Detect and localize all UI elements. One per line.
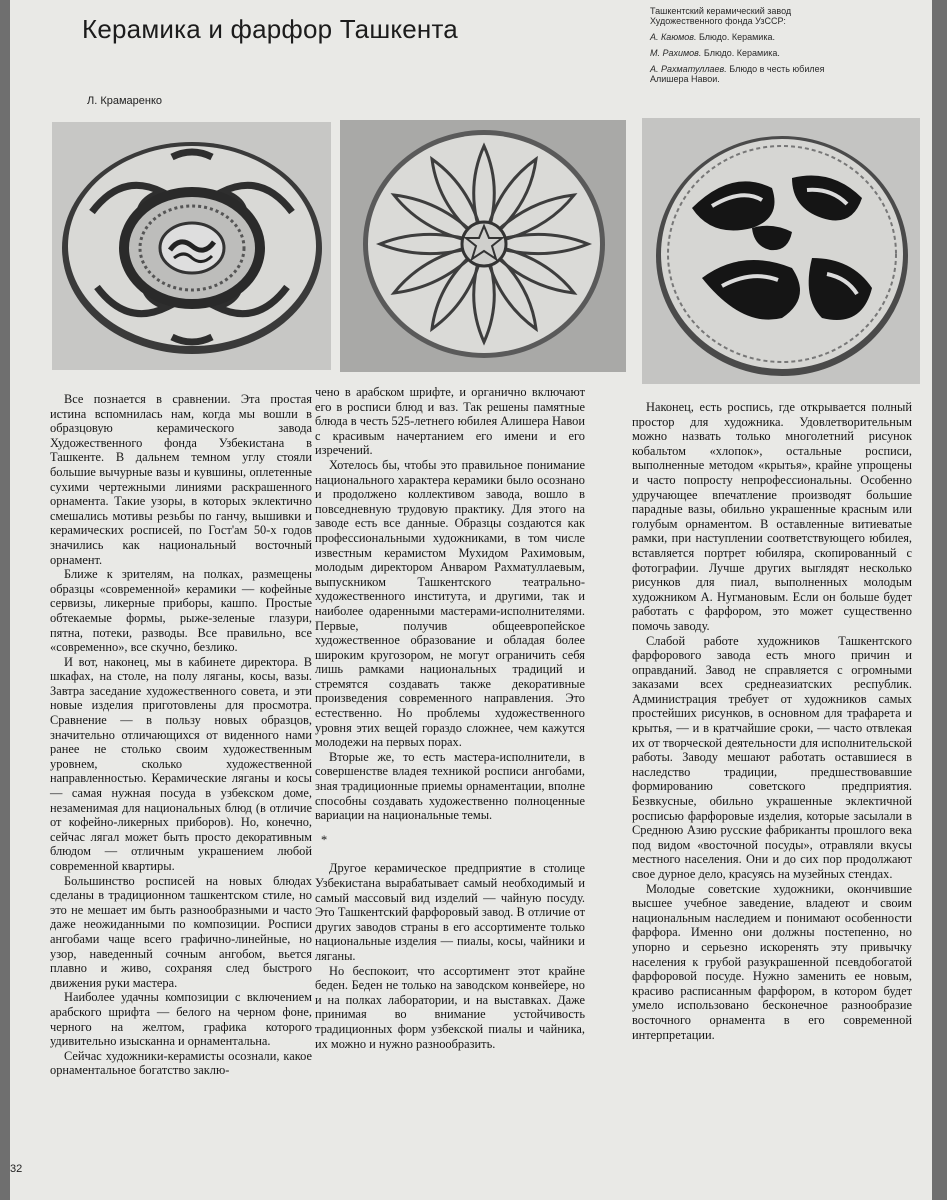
plate-1-image [52, 122, 331, 370]
paragraph: Наконец, есть роспись, где открывается полный простор для художника. Удовлетворительным можно назвать только многолетний рисунок кобальтом «хлопок», остальные росписи, выполненные методом «крытья», крайне упрощены и часто попросту непрофессиональны. Особенно удручающее впечатление производят большие парадные вазы, обильно украшенные красным или голубым орнаментом. В оставленные витиеватые рамки, при наступлении соответствующего юбилея, вставляется портрет юбиляра, скопированный с фотографии. Лучше других выглядят несколько рисунков для пиал, выполненных молодым художником А. Нугмановым. Если он больше будет работать с фарфором, это может существенно помочь заводу. [632, 400, 912, 633]
paragraph: Большинство росписей на новых блюдах сделаны в традиционном ташкентском стиле, но это не мешает им быть разнообразными и часто даже неожиданными по композиции. Росписи ангобами чаще всего графично-линейные, но узор, наведенный сочным ангобом, вьется плавно и живо, сохраняя след быстрого движения руки мастера. [50, 873, 312, 990]
paragraph: чено в арабском шрифте, и органично включают его в росписи блюд и ваз. Так решены памятные блюда в честь 525-летнего юбилея Алишера Навои с красивым начертанием его имени и его изречений. [315, 385, 585, 458]
caption-heading: Ташкентский керамический завод Художественного фонда УзССР: [650, 6, 792, 26]
caption-item-3: А. Рахматуллаев. Блюдо в честь юбилея Алишера Навои. [650, 64, 825, 84]
paragraph: Другое керамическое предприятие в столице Узбекистана вырабатывает самый необходимый и самый массовый вид изделий — чайную посуду. Это Ташкентский фарфоровый завод. В отличие от других заводов страны в его ассортименте только национальные изделия — пиалы, косы, чайники и ляганы. [315, 861, 585, 963]
text-column-2 [315, 385, 585, 1051]
photo-caption [650, 6, 850, 90]
article-author: Л. Крамаренко [87, 95, 163, 107]
text-column-3 [632, 400, 912, 1042]
paragraph: Ближе к зрителям, на полках, размещены образцы «современной» керамики — кофейные сервизы, ликерные приборы, кашпо. Простые обтекаемые формы, рыже-зеленые глазури, пятна, потеки, разводы. Все правильно, все «современно», все скучно, безлико. [50, 567, 312, 655]
paragraph: Но беспокоит, что ассортимент этот крайне беден. Беден не только на заводском конвейере, но и на полках лаборатории, и на выставках. Даже принимая во внимание устойчивость традиционных форм узбекской пиалы и чайника, их можно и нужно разнообразить. [315, 963, 585, 1051]
paragraph: Слабой работе художников Ташкентского фарфорового завода есть много причин и оправданий. Завод не справляется с огромными заказами всех среднеазиатских республик. Администрация требует от художников самых простейших рисунков, в основном для трафарета и крытья, — и в кратчайшие сроки, — часто отвлекая их от творческой деятельности для исполнительской работы. Заводу мешают работать оставшиеся в наследство традиции, предшествовавшие формированию советского предприятия. Безвкусные, обильно украшенные эклектичной росписью фарфоровые изделия, которые засылали в Среднюю Азию русские фабриканты прошлого века под видом «восточной посуды», отравляли вкусы местного населения. Они и до сих пор продолжают свое дурное дело, красуясь на музейных стендах. [632, 633, 912, 881]
paragraph: Наиболее удачны композиции с включением арабского шрифта — белого на черном фоне, черного на желтом, графика которого удивительно изысканна и орнаментальна. [50, 990, 312, 1049]
plate-photo-3 [642, 118, 920, 384]
paragraph: И вот, наконец, мы в кабинете директора. В шкафах, на столе, на полу ляганы, косы, вазы. Завтра заседание художественного совета, и эти новые изделия приготовлены для просмотра. Сравнение — в пользу новых образцов, значительно отличающихся от виденного нами ранее не столько своим художественным уровнем, сколько художественной направленностью. Керамические ляганы и косы — самая нужная посуда в узбекском доме, незаменимая для национальных блюд (в отличие от кофейно-ликерных приборов). Но, конечно, сейчас лягал может быть просто декоративным блюдом — отличным украшением любой современной квартиры. [50, 654, 312, 873]
paragraph: Вторые же, то есть мастера-исполнители, в совершенстве владея техникой росписи ангобами, зная традиционные приемы орнаментации, вполне способны создавать художественно полноценные вариации на национальные темы. [315, 749, 585, 823]
caption-item-1: А. Каюмов. Блюдо. Керамика. [650, 32, 775, 42]
magazine-page [10, 0, 932, 1200]
paragraph: Молодые советские художники, окончившие высшее учебное заведение, владеют и своим национальным наследием и понимают особенности фарфора. Именно они должны постепенно, но упорно и серьезно искоренять эту привычку населения к грубой разукрашенной псевдобогатой фарфоровой посуде. Нужно заменить ее новым, красиво расписанным фарфором, в котором будет умело использовано бесконечное разнообразие восточного орнамента в его современной интерпретации. [632, 881, 912, 1042]
plate-photo-2 [340, 120, 626, 372]
text-column-1 [50, 392, 312, 1078]
paragraph: Все познается в сравнении. Эта простая истина вспомнилась нам, когда мы вошли в образцовую керамического завода Художественного фонда Узбекистана в Ташкенте. В дальнем темном углу стояли большие вычурные вазы и кувшины, оплетенные сухими чертежными линиями раскрашенного орнамента. Такие узоры, в которых эклектично смешались мотивы резьбы по ганчу, вышивки и керамических росписей, по Гост'ам 50-х годов значились как национальный восточный орнамент. [50, 392, 312, 567]
plate-3-image [642, 118, 920, 384]
plate-photo-1 [52, 122, 331, 370]
caption-item-2: М. Рахимов. Блюдо. Керамика. [650, 48, 780, 58]
paragraph: Хотелось бы, чтобы это правильное понимание национального характера керамики было осознано и продолжено коллективом завода, вошло в повседневную трудовую практику. Для этого на заводе есть все данные. Образцы создаются как профессиональными художниками, в том числе известным керамистом Мухидом Рахимовым, молодым директором Анваром Рахматуллаевым, выпускником Ташкентского театрально-художественного института, и другими, так и наиболее одаренными мастерами-исполнителями. Первые, получив общеевропейское художественное образование и обладая более широким кругозором, не могут ограничить себя лишь рамками национальных традиций и стремятся создавать также декоративные произведения современного направления. Это естественно. Но проблемы художественного уровня этих вещей гораздо сложнее, чем кажутся молодежи на первых порах. [315, 457, 585, 750]
article-title: Керамика и фарфор Ташкента [82, 14, 458, 44]
paragraph: Сейчас художники-керамисты осознали, какое орнаментальное богатство заклю- [50, 1048, 312, 1078]
plate-2-image [340, 120, 626, 372]
section-separator: * [321, 832, 328, 847]
page-number: 32 [10, 1163, 23, 1175]
